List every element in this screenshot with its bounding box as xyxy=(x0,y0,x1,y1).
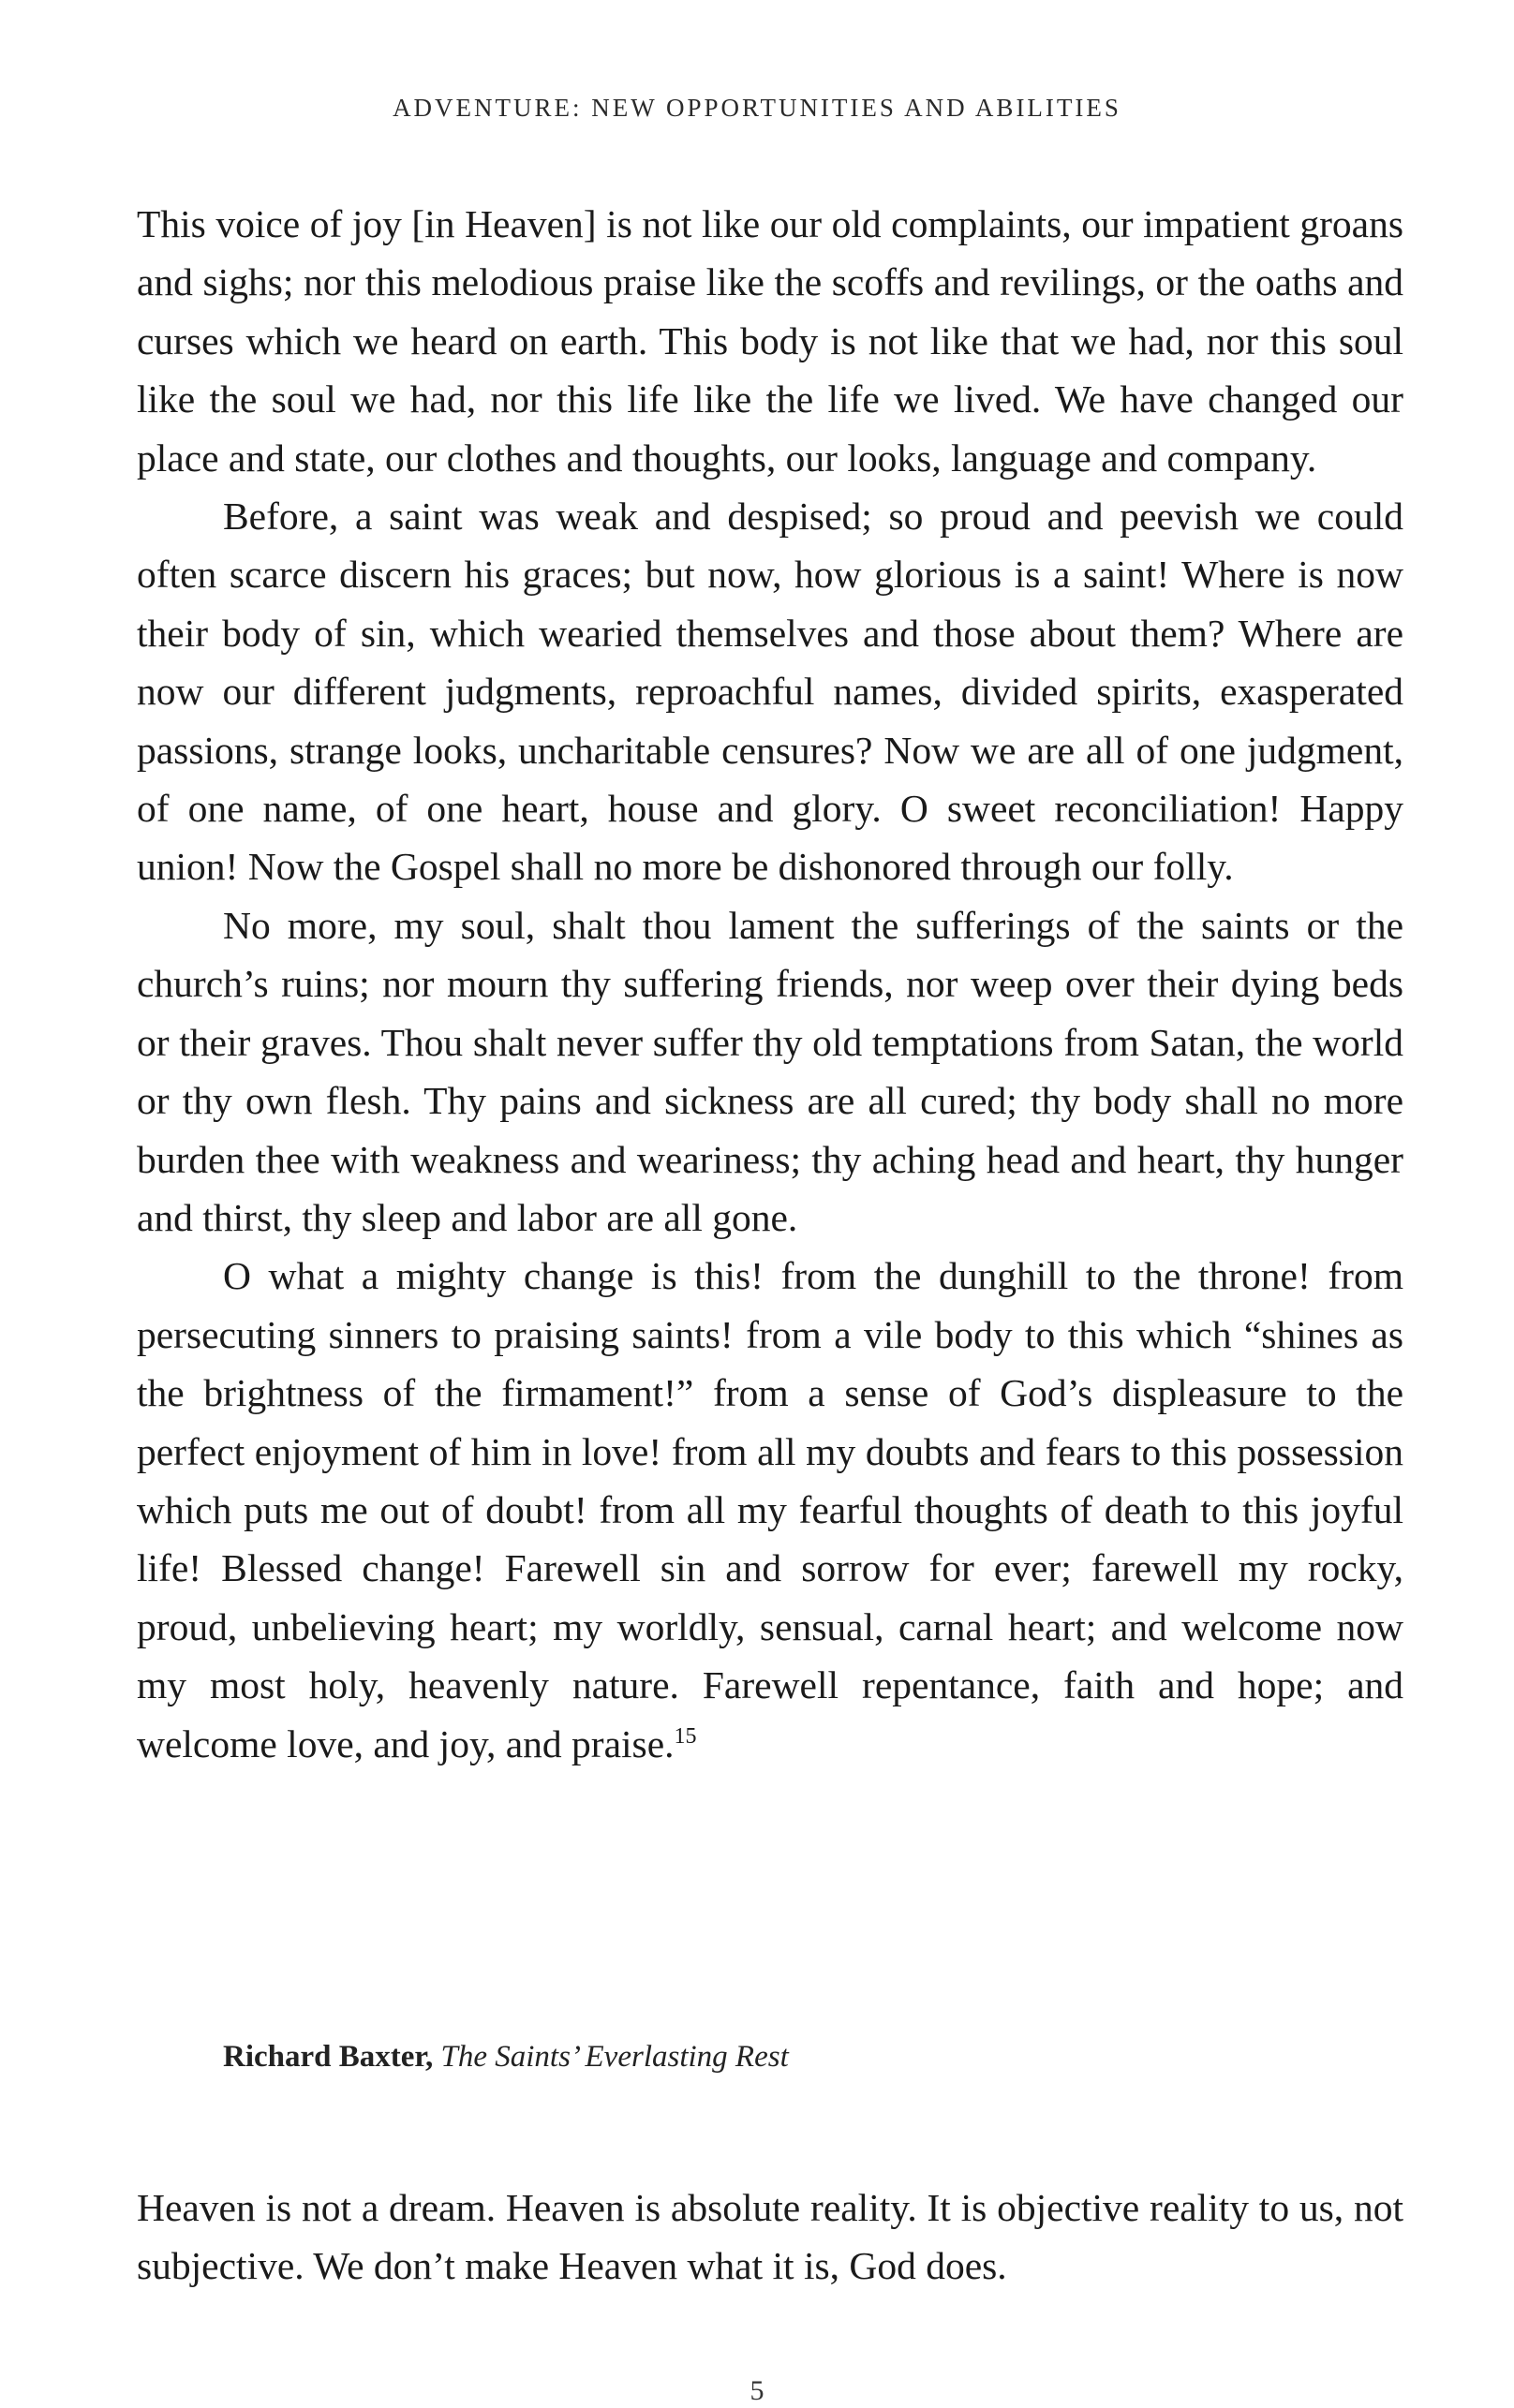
quote-paragraph: No more, my soul, shalt thou lament the sufferings of the saints or the church’s ruins; nor mourn thy suffering friends, nor weep over their dying beds or their graves. Thou shalt never suffer thy old temptations from Satan, the world or thy own flesh. Thy pains and sickness are all cured; thy body shall no more burden thee with weakness and weariness; thy aching head and heart, thy hunger and thirst, thy sleep and labor are all gone. xyxy=(137,903,1403,1239)
attribution-book-title: The Saints’ Everlasting Rest xyxy=(440,2040,789,2074)
body-paragraph: Heaven is not a dream. Heaven is absolute reality. It is objective reality to us, not subjective. We don’t make Heaven what it is, God does. xyxy=(137,2186,1403,2288)
footnote-marker: 15 xyxy=(674,1723,697,1749)
block-quote xyxy=(137,195,1403,1773)
quote-paragraph-last xyxy=(137,1247,1403,1773)
body-text xyxy=(137,2179,1403,2296)
attribution xyxy=(223,2040,789,2075)
page-number: 5 xyxy=(750,2375,764,2406)
quote-paragraph: Before, a saint was weak and despised; so proud and peevish we could often scarce discern his graces; but now, how glorious is a saint! Where is now their body of sin, which wearied themselves and those about them? Where are now our different judgments, reproachful names, divided spirits, exasperated passions, strange looks, uncharitable censures? Now we are all of one judgment, of one name, of one heart, house and glory. O sweet reconciliation! Happy union! Now the Gospel shall no more be dishonored through our folly. xyxy=(137,495,1403,889)
quote-paragraph: This voice of joy [in Heaven] is not like our old complaints, our impatient groans and sighs; nor this melodious praise like the scoffs and revilings, or the oaths and curses which we heard on earth. This body is not like that we had, nor this soul like the soul we had, nor this life like the life we lived. We have changed our place and state, our clothes and thoughts, our looks, language and company. xyxy=(137,202,1403,480)
running-head: ADVENTURE: NEW OPPORTUNITIES AND ABILITIES xyxy=(393,94,1121,122)
quote-paragraph-text: O what a mighty change is this! from the dunghill to the throne! from persecuting sinners to praising saints! from a vile body to this which “shines as the brightness of the firmament!” from a sense of God’s displeasure to the perfect enjoyment of him in love! from all my doubts and fears to this possession which puts me out of doubt! from all my fearful thoughts of death to this joyful life! Blessed change! Farewell sin and sorrow for ever; farewell my rocky, proud, unbelieving heart; my worldly, sensual, carnal heart; and welcome now my most holy, heavenly nature. Farewell repentance, faith and hope; and welcome love, and joy, and praise. xyxy=(137,1254,1403,1765)
attribution-author: Richard Baxter, xyxy=(223,2040,434,2074)
